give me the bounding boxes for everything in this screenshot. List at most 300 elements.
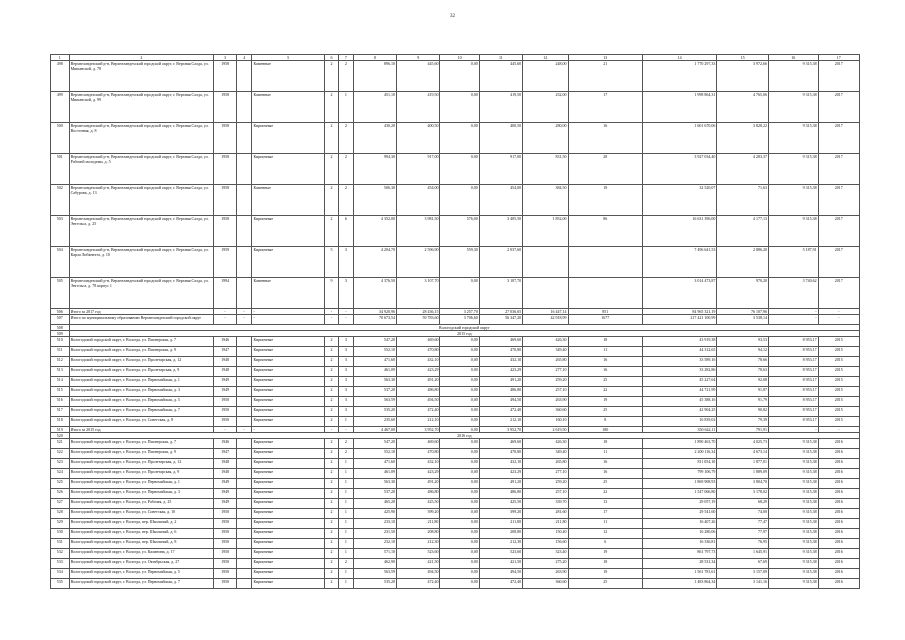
table-cell: 2015 xyxy=(818,367,859,377)
table-cell xyxy=(236,417,251,427)
table-cell: - xyxy=(324,309,338,315)
table-cell: 384,50 xyxy=(523,185,568,216)
table-cell: 25 xyxy=(568,579,642,589)
table-cell: 2017 xyxy=(818,216,859,247)
table-cell: 2 xyxy=(324,407,338,417)
table-cell: Кирпичные xyxy=(252,459,324,469)
table-cell: 537,20 xyxy=(353,489,396,499)
table-cell xyxy=(236,367,251,377)
table-cell: 9 315,38 xyxy=(768,559,818,569)
table-cell: 5 187,91 xyxy=(768,247,818,278)
address-cell: Вологодский городской округ, г. Вологда, ул. Первомайская, д. 5 xyxy=(69,569,214,579)
table-cell: 277,10 xyxy=(523,469,568,479)
table-cell: 349,40 xyxy=(523,449,568,459)
table-cell: 28 531,34 xyxy=(642,559,716,569)
table-cell: 11 xyxy=(568,519,642,529)
table-cell: 2016 xyxy=(818,499,859,509)
table-cell: 2 xyxy=(324,519,338,529)
table-cell: - xyxy=(214,427,237,433)
row-number: 500 xyxy=(51,123,70,154)
table-cell: 1 xyxy=(339,499,353,509)
table-cell: Каменные xyxy=(252,92,324,123)
table-cell: 1 889,09 xyxy=(717,469,769,479)
table-cell: 4 177,13 xyxy=(717,216,769,247)
table-cell: 217 421 100,99 xyxy=(642,315,716,325)
table-cell: 265,80 xyxy=(523,459,568,469)
table-cell: 208,80 xyxy=(479,529,522,539)
table-cell: 248,00 xyxy=(523,61,568,92)
address-cell: Вологодский городской округ, г. Вологда, ул. Первомайская, д. 3 xyxy=(69,387,214,397)
table-row xyxy=(51,439,860,449)
table-cell: 399,20 xyxy=(479,509,522,519)
table-cell: 896,10 xyxy=(353,61,396,92)
table-cell: 1994 xyxy=(214,278,237,309)
table-cell: Кирпичные xyxy=(252,519,324,529)
address-cell: Верхнеландехский р-н, Верхнеландехский городской округ, г. Верхняя Салда, ул. Мишанской, д. 99 xyxy=(69,92,214,123)
table-cell: 799 106,79 xyxy=(642,469,716,479)
table-cell: 3 828,22 xyxy=(717,123,769,154)
table-cell: 2017 xyxy=(818,185,859,216)
table-cell: 1 xyxy=(339,92,353,123)
table-cell: 2 xyxy=(324,479,338,489)
table-cell: 1949 xyxy=(214,387,237,397)
table-cell: 471,60 xyxy=(353,459,396,469)
table-row xyxy=(51,367,860,377)
row-number: 509 xyxy=(51,331,70,337)
table-cell: Кирпичные xyxy=(252,439,324,449)
table-cell: 3 927 034,40 xyxy=(642,154,716,185)
table-cell: 486,80 xyxy=(397,387,440,397)
table-cell: 3 xyxy=(339,337,353,347)
table-cell: Кирпичные xyxy=(252,154,324,185)
table-cell: Кирпичные xyxy=(252,579,324,589)
table-cell: 16 839,02 xyxy=(642,417,716,427)
table-cell: 3 107,70 xyxy=(479,278,522,309)
address-cell: Верхнеландехский р-н, Верхнеландехский городской округ, г. Верхняя Салда, ул. Рабочей молодежи, д. 5 xyxy=(69,154,214,185)
table-cell xyxy=(236,499,251,509)
address-cell: Вологодский городской округ, г. Вологда, пер. Школьный, д. 8 xyxy=(69,539,214,549)
table-cell: 469,60 xyxy=(479,439,522,449)
table-cell: 2016 xyxy=(818,509,859,519)
row-number: 517 xyxy=(51,407,70,417)
table-cell: 9 315,38 xyxy=(768,519,818,529)
table-cell: 563,59 xyxy=(353,569,396,579)
section-title: 2015 год xyxy=(69,331,859,337)
table-cell: 791,91 xyxy=(717,427,769,433)
table-cell: 470,80 xyxy=(479,449,522,459)
table-cell: 29 057,19 xyxy=(642,499,716,509)
table-cell: 8 xyxy=(568,417,642,427)
table-cell: - xyxy=(252,315,324,325)
table-cell: 1950 xyxy=(214,509,237,519)
address-cell: Верхнеландехский р-н, Верхнеландехский городской округ, г. Верхняя Салда, ул. Восточная, д. 8 xyxy=(69,123,214,154)
column-number: 8 xyxy=(353,55,396,61)
row-number: 503 xyxy=(51,216,70,247)
table-cell: 486,80 xyxy=(479,387,522,397)
row-number: 530 xyxy=(51,529,70,539)
table-cell: 7 496 641,53 xyxy=(642,247,716,278)
table-cell: 3 xyxy=(339,357,353,367)
table-cell: 3 804,70 xyxy=(717,479,769,489)
table-cell xyxy=(236,347,251,357)
table-cell: - xyxy=(768,315,818,325)
table-cell: 461,09 xyxy=(353,367,396,377)
table-cell: 563,30 xyxy=(353,479,396,489)
table-cell: 78,66 xyxy=(717,357,769,367)
table-cell: 18 xyxy=(568,559,642,569)
table-cell: 9 315,38 xyxy=(768,529,818,539)
table-cell: 28 436,15 xyxy=(397,309,440,315)
table-cell: 29 541,60 xyxy=(642,509,716,519)
table-cell: 0,00 xyxy=(440,459,479,469)
table-cell: 76,95 xyxy=(717,539,769,549)
table-cell: 8 953,17 xyxy=(768,347,818,357)
table-cell: 2 xyxy=(339,439,353,449)
table-cell: 9 xyxy=(324,278,338,309)
row-number: 515 xyxy=(51,387,70,397)
table-cell: Кирпичные xyxy=(252,509,324,519)
table-cell: 42 918,99 xyxy=(523,315,568,325)
table-cell: 451,10 xyxy=(353,92,396,123)
table-cell xyxy=(236,479,251,489)
table-cell xyxy=(236,459,251,469)
table-cell: 45 227,64 xyxy=(642,377,716,387)
table-cell: 0,00 xyxy=(440,479,479,489)
table-cell: 3 xyxy=(339,397,353,407)
table-cell: 563,30 xyxy=(353,377,396,387)
table-cell: 2 xyxy=(339,123,353,154)
table-cell: 16 xyxy=(568,469,642,479)
table-cell: 0,00 xyxy=(440,92,479,123)
table-cell: 1958 xyxy=(214,154,237,185)
table-cell: 1950 xyxy=(214,569,237,579)
table-cell: 3 157,09 xyxy=(717,569,769,579)
row-number: 528 xyxy=(51,509,70,519)
table-cell: 1948 xyxy=(214,367,237,377)
table-cell: 1 869 908,93 xyxy=(642,479,716,489)
table-row xyxy=(51,459,860,469)
table-cell: 150,40 xyxy=(523,529,568,539)
table-cell: 9 315,38 xyxy=(768,439,818,449)
table-cell: Кирпичные xyxy=(252,216,324,247)
table-cell: 8 953,17 xyxy=(768,357,818,367)
table-cell: Каменные xyxy=(252,61,324,92)
table-cell: 426,30 xyxy=(523,337,568,347)
address-cell: Вологодский городской округ, г. Вологда, ул. Пионерская, д. 9 xyxy=(69,449,214,459)
table-row xyxy=(51,387,860,397)
table-cell: 8 953,17 xyxy=(768,417,818,427)
table-cell: 469,60 xyxy=(479,337,522,347)
table-cell: 1 852,00 xyxy=(523,216,568,247)
row-number: 524 xyxy=(51,469,70,479)
row-number: 533 xyxy=(51,559,70,569)
table-cell: 16 xyxy=(568,123,642,154)
table-cell: 2017 xyxy=(818,123,859,154)
table-cell xyxy=(236,123,251,154)
table-cell: 17 xyxy=(568,509,642,519)
table-cell: 3 107,70 xyxy=(397,278,440,309)
table-cell: 3 972,66 xyxy=(717,61,769,92)
table-cell: 2017 xyxy=(818,92,859,123)
table-cell: Кирпичные xyxy=(252,377,324,387)
table-cell: - xyxy=(214,315,237,325)
table-cell: 400,50 xyxy=(397,123,440,154)
table-cell: 0,00 xyxy=(440,539,479,549)
table-row xyxy=(51,92,860,123)
table-cell: 13 xyxy=(568,499,642,509)
table-cell: - xyxy=(768,309,818,315)
address-cell: Вологодский городской округ, г. Вологда, ул. Первомайская, д. 1 xyxy=(69,377,214,387)
column-number: 6 xyxy=(324,55,338,61)
table-cell: 92,08 xyxy=(717,377,769,387)
table-cell xyxy=(236,357,251,367)
table-cell: 9 315,38 xyxy=(768,449,818,459)
address-cell: Вологодский городской округ, г. Вологда, ул. Пионерская, д. 9 xyxy=(69,347,214,357)
housing-register-table xyxy=(50,54,860,589)
table-cell: 2016 xyxy=(818,479,859,489)
table-cell: 259,20 xyxy=(523,479,568,489)
table-cell: 277,10 xyxy=(523,367,568,377)
table-cell xyxy=(236,154,251,185)
table-cell: 2016 xyxy=(818,519,859,529)
table-cell: Кирпичные xyxy=(252,357,324,367)
row-number: 532 xyxy=(51,549,70,559)
table-cell: - xyxy=(252,427,324,433)
table-cell: 1 877,01 xyxy=(717,459,769,469)
table-cell: 970,20 xyxy=(717,278,769,309)
table-cell: 523,60 xyxy=(479,549,522,559)
table-cell: 2016 xyxy=(818,449,859,459)
table-cell: 211,80 xyxy=(479,519,522,529)
row-number: 523 xyxy=(51,459,70,469)
table-cell: 79,39 xyxy=(717,417,769,427)
table-cell: 11 xyxy=(568,347,642,357)
table-cell: 491,20 xyxy=(479,377,522,387)
table-cell: 1 890 463,70 xyxy=(642,439,716,449)
table-cell: 2015 xyxy=(818,387,859,397)
table-cell: 70 673,54 xyxy=(353,315,396,325)
table-cell xyxy=(523,278,568,309)
page-number: 32 xyxy=(450,14,455,19)
table-cell: 1946 xyxy=(214,439,237,449)
address-cell: Итого за 2017 год xyxy=(69,309,214,315)
row-number: 525 xyxy=(51,479,70,489)
table-cell: 2 xyxy=(324,459,338,469)
address-cell: Вологодский городской округ, г. Вологда, ул. Первомайская, д. 7 xyxy=(69,579,214,589)
table-cell: 8 953,17 xyxy=(768,367,818,377)
table-cell: 563,59 xyxy=(353,397,396,407)
table-cell: 1949 xyxy=(214,499,237,509)
table-cell: 2 xyxy=(339,559,353,569)
table-cell: 0,00 xyxy=(440,549,479,559)
table-cell: 445,60 xyxy=(397,61,440,92)
address-cell: Вологодский городской округ, г. Вологда, ул. Пролетарская, д. 9 xyxy=(69,469,214,479)
table-cell: 0,00 xyxy=(440,357,479,367)
table-cell: 2 xyxy=(324,123,338,154)
table-cell: 56 347,20 xyxy=(479,315,522,325)
table-cell: 4 204,70 xyxy=(353,247,396,278)
table-cell: 917,00 xyxy=(397,154,440,185)
table-cell: 0,00 xyxy=(440,427,479,433)
table-cell: 470,80 xyxy=(397,347,440,357)
table-cell: 425,90 xyxy=(353,509,396,519)
table-cell: Кирпичные xyxy=(252,407,324,417)
row-number: 519 xyxy=(51,427,70,433)
table-cell: 1 645,91 xyxy=(717,549,769,559)
table-cell: 0,00 xyxy=(440,569,479,579)
table-cell: 547,20 xyxy=(353,337,396,347)
table-cell: 486,80 xyxy=(397,489,440,499)
table-cell: 27 036,65 xyxy=(479,309,522,315)
table-cell: 90,82 xyxy=(717,407,769,417)
table-cell: 9 315,38 xyxy=(768,459,818,469)
table-cell: 494,50 xyxy=(397,397,440,407)
table-cell: 232,00 xyxy=(523,92,568,123)
table-cell: 16 407,26 xyxy=(642,519,716,529)
table-cell: 9 315,38 xyxy=(768,154,818,185)
table-cell: 2 886,20 xyxy=(717,247,769,278)
table-cell xyxy=(236,387,251,397)
table-cell: 8 953,17 xyxy=(768,397,818,407)
table-cell: 3 xyxy=(339,347,353,357)
table-cell: 523,60 xyxy=(397,549,440,559)
table-cell: 425,50 xyxy=(479,499,522,509)
table-cell: 432,10 xyxy=(397,357,440,367)
table-cell: 91,79 xyxy=(717,397,769,407)
table-cell xyxy=(236,489,251,499)
table-cell: 339,70 xyxy=(523,499,568,509)
table-cell: Кирпичные xyxy=(252,247,324,278)
table-row xyxy=(51,569,860,579)
table-cell: 1946 xyxy=(214,337,237,347)
table-cell: 2 037,60 xyxy=(479,247,522,278)
table-cell: 535,20 xyxy=(353,579,396,589)
table-cell: 8 953,17 xyxy=(768,337,818,347)
row-number: 499 xyxy=(51,92,70,123)
table-cell: 212,10 xyxy=(397,417,440,427)
table-cell: Кирпичные xyxy=(252,337,324,347)
table-cell: 1958 xyxy=(214,61,237,92)
table-cell: 2016 xyxy=(818,579,859,589)
table-cell: 2016 xyxy=(818,529,859,539)
table-cell: 9 315,38 xyxy=(768,479,818,489)
table-cell: 3 405,50 xyxy=(479,216,522,247)
table-cell: 280,00 xyxy=(523,123,568,154)
table-cell: 811 054,10 xyxy=(642,459,716,469)
row-number: 507 xyxy=(51,315,70,325)
table-cell: 76 107,96 xyxy=(717,309,769,315)
table-cell: 547,20 xyxy=(353,439,396,449)
row-number: 512 xyxy=(51,357,70,367)
table-cell: Кирпичные xyxy=(252,549,324,559)
table-cell: 4 673,14 xyxy=(717,449,769,459)
table-cell: 2017 xyxy=(818,247,859,278)
table-cell: 4 376,50 xyxy=(353,278,396,309)
table-cell: 2 xyxy=(324,529,338,539)
column-number: 11 xyxy=(479,55,522,61)
table-cell: 3 257,70 xyxy=(440,309,479,315)
table-row xyxy=(51,377,860,387)
table-cell: 1958 xyxy=(214,185,237,216)
table-cell: Каменные xyxy=(252,278,324,309)
table-cell: 430,20 xyxy=(353,123,396,154)
table-cell: 535,20 xyxy=(353,407,396,417)
table-cell: 9 315,38 xyxy=(768,123,818,154)
table-cell: - xyxy=(818,315,859,325)
table-cell: 2 xyxy=(324,569,338,579)
table-cell: 3 xyxy=(339,367,353,377)
table-cell: Кирпичные xyxy=(252,387,324,397)
table-cell: Кирпичные xyxy=(252,397,324,407)
table-cell: 486,80 xyxy=(479,489,522,499)
table-cell xyxy=(236,439,251,449)
table-cell: 994,30 xyxy=(353,154,396,185)
table-cell: 1 xyxy=(339,539,353,549)
table-cell: 3 xyxy=(339,407,353,417)
section-title: 2016 год xyxy=(69,433,859,439)
row-number: 513 xyxy=(51,367,70,377)
table-cell: 432,10 xyxy=(479,357,522,367)
table-cell: 3 740,62 xyxy=(768,278,818,309)
table-cell: 77,47 xyxy=(717,519,769,529)
table-cell: 472,40 xyxy=(397,407,440,417)
row-number: 498 xyxy=(51,61,70,92)
table-cell: 2 xyxy=(339,185,353,216)
table-cell: 421,50 xyxy=(397,559,440,569)
table-cell: Кирпичные xyxy=(252,449,324,459)
row-number: 516 xyxy=(51,397,70,407)
table-cell: 1950 xyxy=(214,519,237,529)
table-row xyxy=(51,469,860,479)
address-cell: Верхнеландехский р-н, Верхнеландехский городской округ, г. Верхняя Салда, ул. Карла Либкнехта, д. 10 xyxy=(69,247,214,278)
table-cell: Каменные xyxy=(252,185,324,216)
table-cell: 86 xyxy=(568,216,642,247)
table-cell: 156,60 xyxy=(523,539,568,549)
table-cell: 16 xyxy=(568,357,642,367)
table-cell: 0,00 xyxy=(440,387,479,397)
table-cell: 9 315,38 xyxy=(768,469,818,479)
table-cell: 469,60 xyxy=(397,439,440,449)
table-cell: 472,40 xyxy=(479,407,522,417)
table-cell: 9 315,38 xyxy=(768,569,818,579)
column-number: 17 xyxy=(818,55,859,61)
table-cell: 0,00 xyxy=(440,449,479,459)
table-cell: 2 xyxy=(324,539,338,549)
table-cell: 1 998 864,31 xyxy=(642,92,716,123)
table-cell: 3 xyxy=(339,278,353,309)
table-cell xyxy=(236,407,251,417)
table-cell: 470,80 xyxy=(397,449,440,459)
table-cell: 360,60 xyxy=(523,407,568,417)
table-row xyxy=(51,185,860,216)
table-cell: - xyxy=(236,427,251,433)
table-cell: - xyxy=(339,309,353,315)
table-cell: 9 315,38 xyxy=(768,92,818,123)
table-cell: 0,00 xyxy=(440,397,479,407)
table-cell: 2016 xyxy=(818,549,859,559)
table-cell xyxy=(236,569,251,579)
column-number: 14 xyxy=(642,55,716,61)
table-cell xyxy=(236,549,251,559)
table-cell: 3 178,02 xyxy=(717,489,769,499)
table-cell: 399,20 xyxy=(397,509,440,519)
table-cell: 17 xyxy=(568,92,642,123)
table-cell: 33 282,86 xyxy=(642,367,716,377)
table-cell: 232,10 xyxy=(353,539,396,549)
table-row xyxy=(51,315,860,325)
table-cell: 2 596,90 xyxy=(397,247,440,278)
table-cell: 44 721,99 xyxy=(642,387,716,397)
